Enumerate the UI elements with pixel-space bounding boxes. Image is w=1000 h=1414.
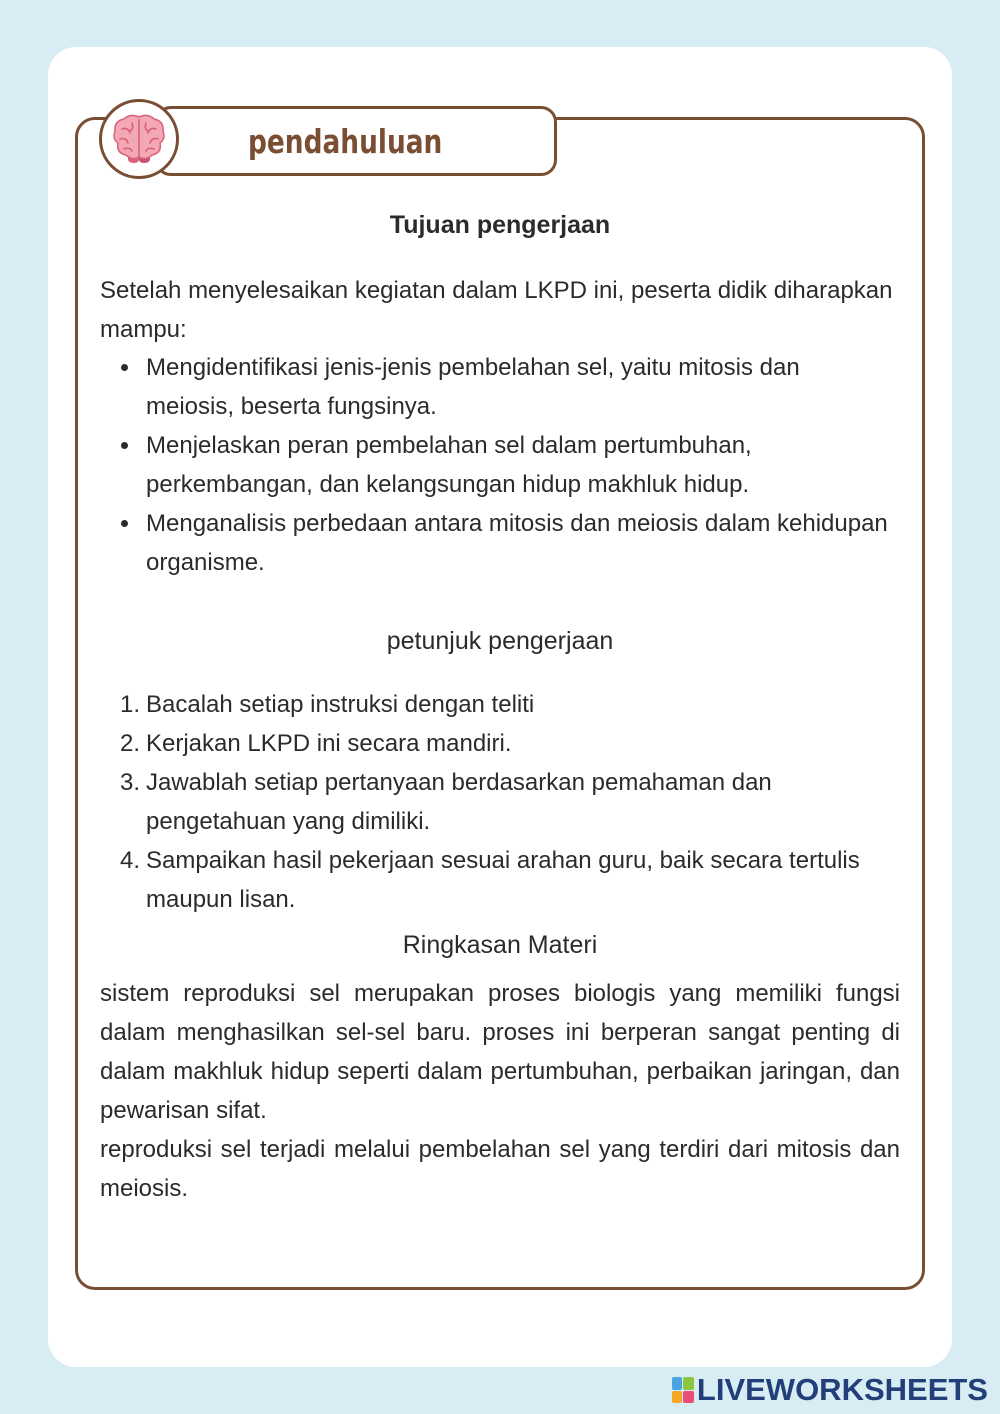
- ringkasan-paragraph-2: reproduksi sel terjadi melalui pembelahan sel yang terdiri dari mitosis dan meiosis.: [100, 1136, 900, 1202]
- step-text: Jawablah setiap pertanyaan berdasarkan pemahaman dan pengetahuan yang dimiliki.: [146, 769, 772, 835]
- step-text: Sampaikan hasil pekerjaan sesuai arahan guru, baik secara tertulis maupun lisan.: [146, 847, 860, 913]
- step-number: 3.: [120, 769, 141, 796]
- brain-icon: [110, 113, 168, 165]
- step-number: 4.: [120, 847, 141, 874]
- brand-name: LIVEWORKSHEETS: [696, 1372, 988, 1407]
- list-item: Menjelaskan peran pembelahan sel dalam pertumbuhan, perkembangan, dan kelangsungan hidup makhluk hidup.: [100, 426, 890, 504]
- ringkasan-heading: Ringkasan Materi: [402, 931, 598, 959]
- list-item: [100, 685, 890, 724]
- liveworksheets-logo[interactable]: [672, 1372, 988, 1408]
- liveworksheets-badge-icon: [672, 1377, 694, 1403]
- list-item: [100, 841, 890, 919]
- step-text: Bacalah setiap instruksi dengan teliti: [146, 691, 535, 718]
- tujuan-intro: Setelah menyelesaikan kegiatan dalam LKPD ini, peserta didik diharapkan mampu:: [100, 277, 893, 343]
- petunjuk-heading: petunjuk pengerjaan: [386, 627, 614, 655]
- step-number: 2.: [120, 730, 141, 757]
- page-title: pendahuluan: [248, 122, 443, 161]
- brain-badge: [99, 99, 179, 179]
- tujuan-list: [100, 348, 890, 582]
- step-number: 1.: [120, 691, 141, 718]
- list-item: Mengidentifikasi jenis-jenis pembelahan sel, yaitu mitosis dan meiosis, beserta fungsinya.: [100, 348, 890, 426]
- petunjuk-list: [100, 685, 890, 919]
- tujuan-heading: Tujuan pengerjaan: [389, 211, 611, 239]
- list-item: Menganalisis perbedaan antara mitosis dan meiosis dalam kehidupan organisme.: [100, 504, 890, 582]
- list-item: [100, 763, 890, 841]
- list-item: [100, 724, 890, 763]
- step-text: Kerjakan LKPD ini secara mandiri.: [146, 730, 512, 757]
- ringkasan-paragraph-1: sistem reproduksi sel merupakan proses biologis yang memiliki fungsi dalam menghasilkan sel-sel baru. proses ini berperan sangat penting di dalam makhluk hidup seperti dalam pertumbuhan, perbaikan jaringan, dan pewarisan sifat.: [100, 980, 900, 1124]
